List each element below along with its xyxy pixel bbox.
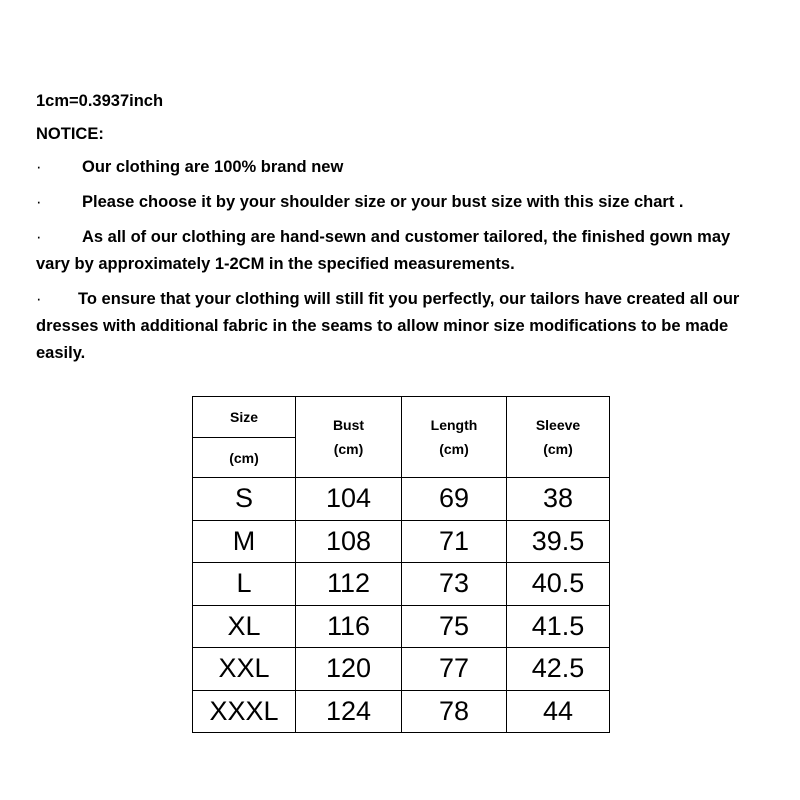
sleeve-cell: 44 [507, 690, 610, 733]
bust-header-unit: (cm) [333, 441, 364, 457]
table-row [193, 648, 610, 691]
notice-item [36, 224, 766, 278]
table-row [193, 690, 610, 733]
notice-section [36, 90, 766, 375]
sleeve-header-unit: (cm) [543, 441, 573, 457]
size-cell: XL [193, 605, 296, 648]
size-header [193, 397, 296, 478]
notice-item [36, 154, 766, 181]
size-cell: M [193, 520, 296, 563]
bust-cell: 124 [296, 690, 402, 733]
sleeve-cell: 41.5 [507, 605, 610, 648]
notice-item [36, 189, 766, 216]
bullet-icon: · [36, 158, 42, 176]
length-header [402, 397, 507, 478]
bullet-icon: · [36, 193, 42, 211]
notice-label: NOTICE: [36, 125, 104, 143]
length-cell: 78 [402, 690, 507, 733]
bust-cell: 116 [296, 605, 402, 648]
bust-header-label: Bust [332, 417, 365, 433]
size-cell: XXL [193, 648, 296, 691]
notice-item [36, 286, 766, 367]
length-cell: 73 [402, 563, 507, 606]
table-row [193, 563, 610, 606]
size-cell: S [193, 478, 296, 521]
unit-conversion: 1cm=0.3937inch [36, 92, 164, 110]
table-header-row [193, 397, 610, 478]
notice-text: As all of our clothing are hand-sewn and customer tailored, the finished gown may vary by approximately 1-2CM in the specified measurements. [36, 228, 731, 273]
length-header-unit: (cm) [439, 441, 469, 457]
bust-cell: 120 [296, 648, 402, 691]
table-row [193, 520, 610, 563]
sleeve-cell: 40.5 [507, 563, 610, 606]
sleeve-header-label: Sleeve [535, 417, 581, 433]
size-header-unit: (cm) [229, 449, 259, 466]
length-cell: 71 [402, 520, 507, 563]
size-header-label: Size [193, 397, 295, 438]
sleeve-cell: 38 [507, 478, 610, 521]
bullet-icon: · [36, 290, 42, 308]
sleeve-header [507, 397, 610, 478]
bust-header [296, 397, 402, 478]
table-row [193, 478, 610, 521]
bust-cell: 104 [296, 478, 402, 521]
size-cell: L [193, 563, 296, 606]
bullet-icon: · [36, 228, 42, 246]
notice-text: Please choose it by your shoulder size or your bust size with this size chart . [82, 193, 684, 211]
sleeve-cell: 39.5 [507, 520, 610, 563]
size-chart-table [192, 396, 610, 733]
length-cell: 69 [402, 478, 507, 521]
length-cell: 77 [402, 648, 507, 691]
bust-cell: 108 [296, 520, 402, 563]
bust-cell: 112 [296, 563, 402, 606]
size-cell: XXXL [193, 690, 296, 733]
notice-text: To ensure that your clothing will still fit you perfectly, our tailors have created all our dresses with additional fabric in the seams to allow minor size modifications to be made easily. [36, 290, 740, 362]
length-cell: 75 [402, 605, 507, 648]
notice-text: Our clothing are 100% brand new [82, 158, 344, 176]
length-header-label: Length [430, 417, 478, 433]
sleeve-cell: 42.5 [507, 648, 610, 691]
table-row [193, 605, 610, 648]
